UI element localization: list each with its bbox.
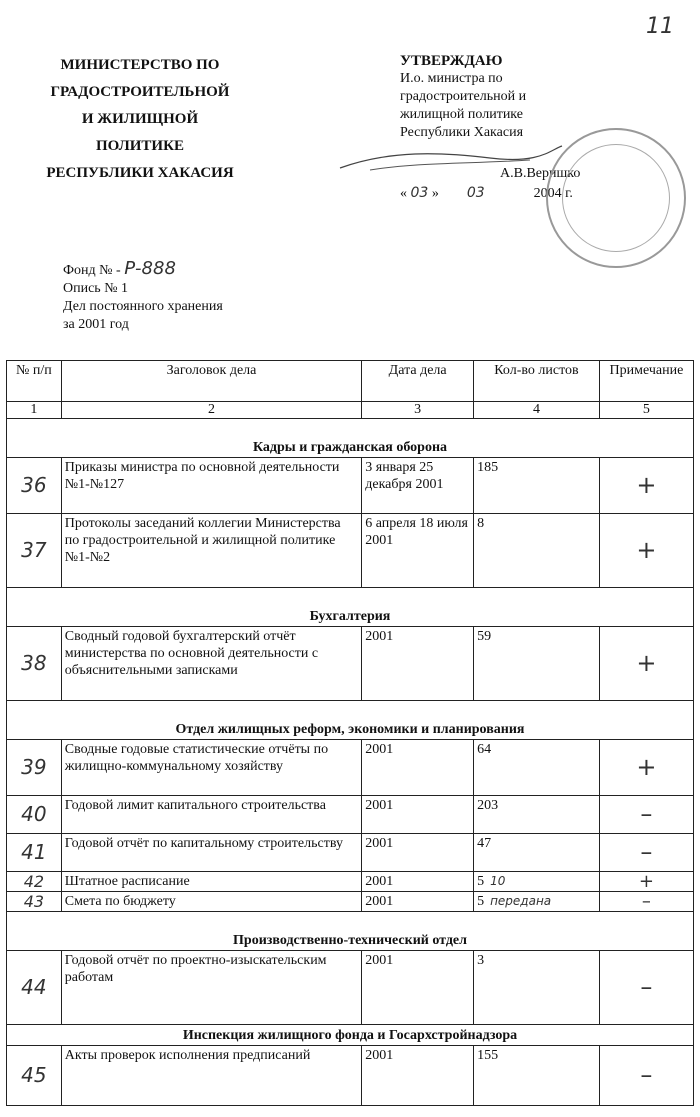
- section-row: [7, 912, 694, 951]
- table-row: [7, 740, 694, 796]
- case-count: 8: [474, 514, 600, 588]
- fund-number: Р-888: [124, 258, 176, 279]
- col-num: 1: [7, 402, 62, 419]
- fund-block: [63, 260, 223, 334]
- fund-line: [63, 260, 223, 280]
- fund-title-1: Дел постоянного хранения: [63, 299, 223, 314]
- approval-line: градостроительной и: [400, 89, 527, 104]
- case-date: 2001: [362, 834, 474, 872]
- case-date: 2001: [362, 951, 474, 1025]
- date-close-quote: »: [431, 186, 439, 201]
- case-date: 2001: [362, 1046, 474, 1106]
- date-open-quote: «: [400, 186, 407, 201]
- case-title: Смета по бюджету: [61, 892, 362, 912]
- inventory-table: [6, 360, 694, 1106]
- case-title: Годовой отчёт по капитальному строительству: [61, 834, 362, 872]
- case-date: 3 января 25 декабря 2001: [362, 458, 474, 514]
- date-year: 2004 г.: [533, 186, 573, 201]
- case-date: 2001: [362, 892, 474, 912]
- case-date: 2001: [362, 872, 474, 892]
- official-seal: [546, 128, 686, 268]
- ministry-line: И ЖИЛИЩНОЙ: [81, 111, 199, 127]
- case-count: [474, 872, 600, 892]
- case-title: Акты проверок исполнения предписаний: [61, 1046, 362, 1106]
- case-count: 203: [474, 796, 600, 834]
- section-title: Кадры и гражданская оборона: [7, 419, 694, 458]
- approval-line: И.о. министра по: [400, 71, 503, 86]
- case-title: Сводный годовой бухгалтерский отчёт министерства по основной деятельности с объяснительными записками: [61, 627, 362, 701]
- section-row: [7, 701, 694, 740]
- case-note: +: [599, 514, 693, 588]
- col-header: Заголовок дела: [61, 361, 362, 402]
- table-row: [7, 1046, 694, 1106]
- case-title: Сводные годовые статистические отчёты по жилищно-коммунальному хозяйству: [61, 740, 362, 796]
- approval-heading: УТВЕРЖДАЮ: [400, 53, 503, 69]
- inventory-line: Опись № 1: [63, 281, 129, 296]
- date-month: 03: [466, 185, 485, 201]
- case-title: Штатное расписание: [61, 872, 362, 892]
- case-note: –: [599, 1046, 693, 1106]
- count-handwritten: 10: [490, 874, 506, 888]
- fund-title-2: за 2001 год: [63, 317, 129, 332]
- count-printed: 5: [477, 874, 485, 889]
- case-number: 38: [7, 627, 62, 701]
- case-date: 2001: [362, 796, 474, 834]
- section-row: [7, 1025, 694, 1046]
- case-title: Годовой лимит капитального строительства: [61, 796, 362, 834]
- case-number: 39: [7, 740, 62, 796]
- case-count: 185: [474, 458, 600, 514]
- case-title: Годовой отчёт по проектно-изыскательским работам: [61, 951, 362, 1025]
- case-number: 42: [7, 872, 62, 892]
- table-row: [7, 834, 694, 872]
- case-note: –: [599, 796, 693, 834]
- case-note: +: [599, 458, 693, 514]
- section-title: Отдел жилищных реформ, экономики и планирования: [7, 701, 694, 740]
- col-num: 3: [362, 402, 474, 419]
- table-row: [7, 627, 694, 701]
- case-note: +: [599, 872, 693, 892]
- col-num: 4: [474, 402, 600, 419]
- case-title: Протоколы заседаний коллегии Министерства по градостроительной и жилищной политике №1-№2: [61, 514, 362, 588]
- date-day: 03: [410, 185, 429, 201]
- case-number: 36: [7, 458, 62, 514]
- approval-block: [400, 52, 690, 201]
- case-number: 43: [7, 892, 62, 912]
- table-row: [7, 892, 694, 912]
- case-note: –: [599, 892, 693, 912]
- section-title: Производственно-технический отдел: [7, 912, 694, 951]
- col-header: № п/п: [7, 361, 62, 402]
- signature-scribble: [330, 140, 570, 180]
- section-row: [7, 588, 694, 627]
- table-row: [7, 458, 694, 514]
- case-note: +: [599, 627, 693, 701]
- table-row: [7, 872, 694, 892]
- col-header: Кол-во листов: [474, 361, 600, 402]
- case-note: –: [599, 834, 693, 872]
- count-printed: 5: [477, 894, 485, 909]
- case-number: 44: [7, 951, 62, 1025]
- case-date: 6 апреля 18 июля 2001: [362, 514, 474, 588]
- case-count: 47: [474, 834, 600, 872]
- section-title: Инспекция жилищного фонда и Госархстройнадзора: [7, 1025, 694, 1046]
- case-number: 37: [7, 514, 62, 588]
- approval-line: жилищной политике: [400, 107, 523, 122]
- col-num: 5: [599, 402, 693, 419]
- case-date: 2001: [362, 627, 474, 701]
- fund-label: Фонд № -: [63, 263, 121, 278]
- case-note: +: [599, 740, 693, 796]
- table-row: [7, 951, 694, 1025]
- col-header: Дата дела: [362, 361, 474, 402]
- approval-line: Республики Хакасия: [400, 125, 524, 140]
- case-number: 40: [7, 796, 62, 834]
- count-handwritten: передана: [490, 894, 552, 908]
- case-count: 64: [474, 740, 600, 796]
- ministry-line: РЕСПУБЛИКИ ХАКАСИЯ: [46, 165, 234, 181]
- case-title: Приказы министра по основной деятельности №1-№127: [61, 458, 362, 514]
- table-header-row: [7, 361, 694, 402]
- case-note: –: [599, 951, 693, 1025]
- case-date: 2001: [362, 740, 474, 796]
- case-number: 41: [7, 834, 62, 872]
- page-number: 11: [646, 14, 674, 39]
- section-title: Бухгалтерия: [7, 588, 694, 627]
- ministry-line: ГРАДОСТРОИТЕЛЬНОЙ: [50, 84, 230, 100]
- section-row: [7, 419, 694, 458]
- ministry-header: [20, 52, 260, 187]
- ministry-line: МИНИСТЕРСТВО ПО: [60, 57, 220, 73]
- case-number: 45: [7, 1046, 62, 1106]
- table-row: [7, 514, 694, 588]
- case-count: 155: [474, 1046, 600, 1106]
- case-count: [474, 892, 600, 912]
- table-header-num-row: [7, 402, 694, 419]
- signatory-name: А.В.Веришко: [500, 166, 581, 181]
- case-count: 3: [474, 951, 600, 1025]
- ministry-line: ПОЛИТИКЕ: [96, 138, 184, 154]
- col-num: 2: [61, 402, 362, 419]
- col-header: Примечание: [599, 361, 693, 402]
- case-count: 59: [474, 627, 600, 701]
- table-row: [7, 796, 694, 834]
